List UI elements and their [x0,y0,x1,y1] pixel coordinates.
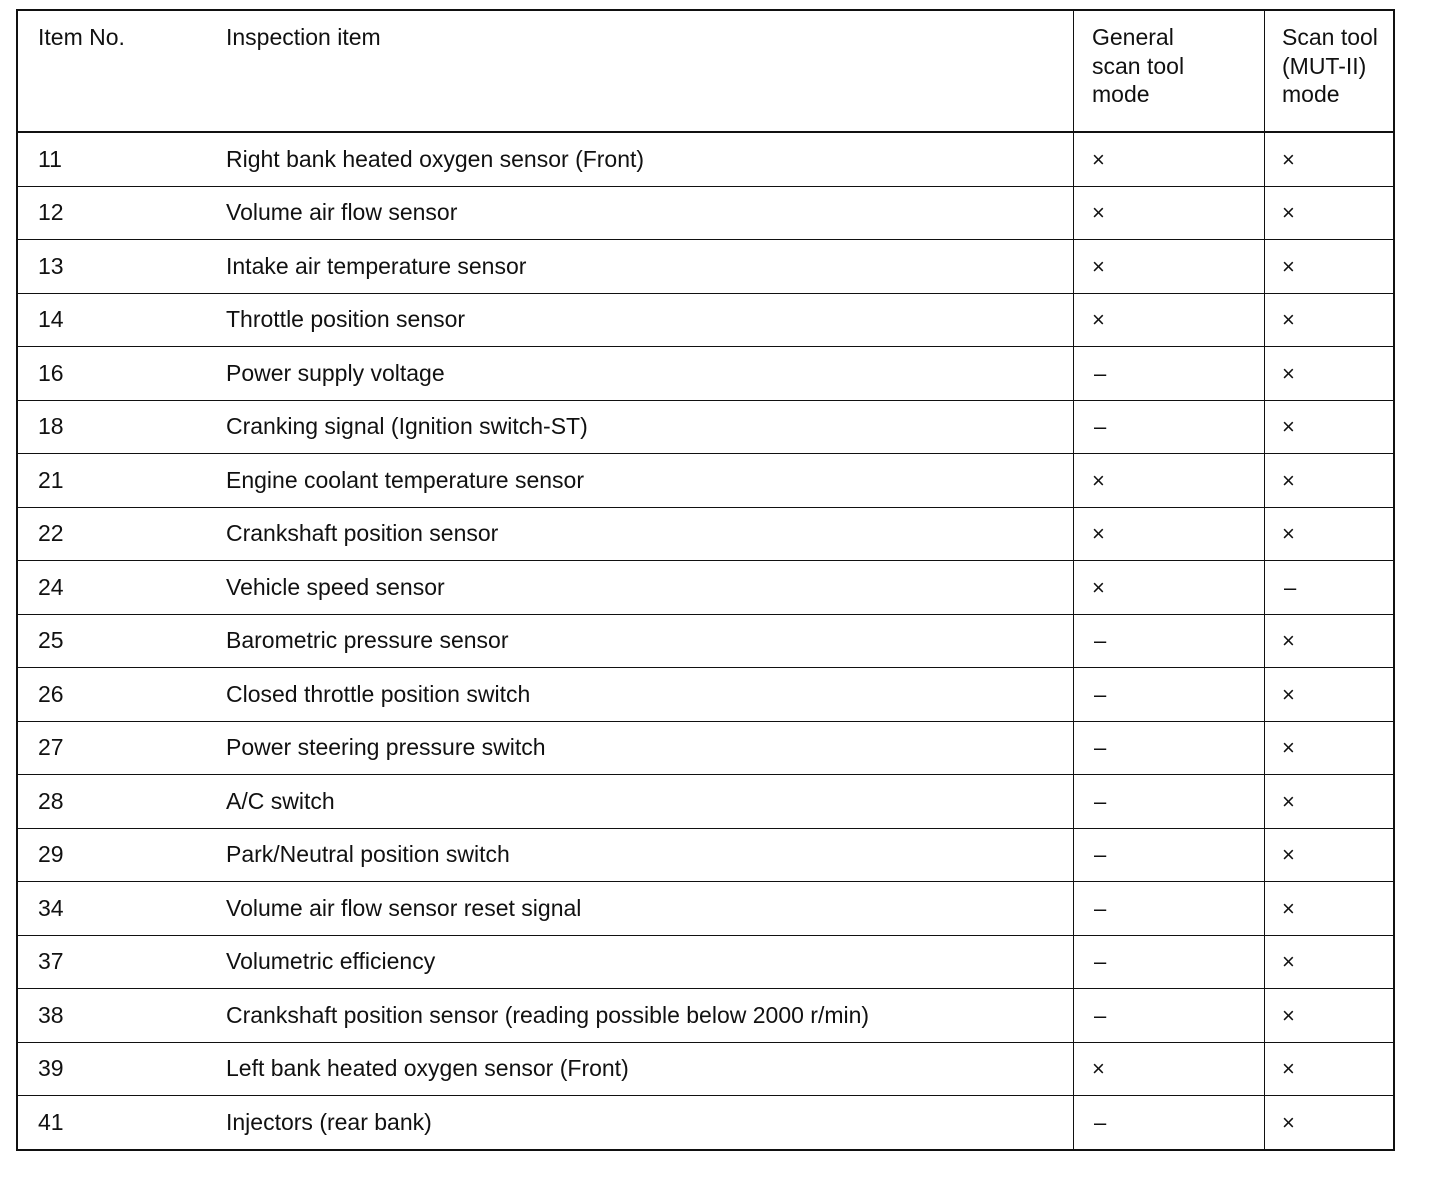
mut-mode-cell [1265,882,1395,936]
mut-mode-cell [1265,186,1395,240]
item-number-cell: 38 [17,989,208,1043]
inspection-item-cell: Injectors (rear bank) [208,1096,1074,1150]
mut-mode-cell [1265,561,1395,615]
inspection-item-cell: Engine coolant temperature sensor [208,454,1074,508]
general-mode-cell [1074,293,1265,347]
table-row [17,454,1394,508]
header-mut-line-1: Scan tool [1282,24,1378,50]
not-applicable-mark: – [1094,681,1107,707]
not-applicable-mark: – [1094,949,1107,975]
supported-mark: × [1282,842,1295,868]
item-number-cell: 27 [17,721,208,775]
inspection-item-cell: Barometric pressure sensor [208,614,1074,668]
header-mut-line-3: mode [1282,81,1340,107]
table-row [17,347,1394,401]
header-inspection-item: Inspection item [208,10,1074,132]
table-row [17,507,1394,561]
supported-mark: × [1282,681,1295,707]
supported-mark: × [1282,949,1295,975]
supported-mark: × [1282,414,1295,440]
not-applicable-mark: – [1094,414,1107,440]
mut-mode-cell [1265,132,1395,186]
item-number-cell: 25 [17,614,208,668]
not-applicable-mark: – [1094,842,1107,868]
header-general-line-3: mode [1092,81,1150,107]
table-row [17,721,1394,775]
inspection-item-cell: Power supply voltage [208,347,1074,401]
inspection-item-cell: Left bank heated oxygen sensor (Front) [208,1042,1074,1096]
header-general-line-1: General [1092,24,1174,50]
table-row [17,935,1394,989]
general-mode-cell [1074,1042,1265,1096]
supported-mark: × [1282,1002,1295,1028]
inspection-item-cell: Volumetric efficiency [208,935,1074,989]
inspection-item-cell: Vehicle speed sensor [208,561,1074,615]
header-general-scan-tool-mode [1074,10,1265,132]
header-mut-line-2: (MUT-II) [1282,52,1367,79]
inspection-item-cell: Cranking signal (Ignition switch-ST) [208,400,1074,454]
table-row [17,882,1394,936]
inspection-item-cell: Right bank heated oxygen sensor (Front) [208,132,1074,186]
inspection-item-cell: Volume air flow sensor reset signal [208,882,1074,936]
general-mode-cell [1074,989,1265,1043]
supported-mark: × [1092,467,1105,493]
table-row [17,989,1394,1043]
not-applicable-mark: – [1094,735,1107,761]
supported-mark: × [1282,521,1295,547]
mut-mode-cell [1265,507,1395,561]
general-mode-cell [1074,935,1265,989]
general-mode-cell [1074,454,1265,508]
general-mode-cell [1074,240,1265,294]
supported-mark: × [1282,1056,1295,1082]
item-number-cell: 26 [17,668,208,722]
item-number-cell: 13 [17,240,208,294]
header-row [17,10,1394,132]
supported-mark: × [1282,200,1295,226]
supported-mark: × [1282,467,1295,493]
mut-mode-cell [1265,721,1395,775]
general-mode-cell [1074,614,1265,668]
inspection-item-cell: Closed throttle position switch [208,668,1074,722]
item-number-cell: 41 [17,1096,208,1150]
supported-mark: × [1282,628,1295,654]
supported-mark: × [1282,895,1295,921]
supported-mark: × [1092,307,1105,333]
supported-mark: × [1282,307,1295,333]
not-applicable-mark: – [1094,360,1107,386]
supported-mark: × [1282,146,1295,172]
header-general-line-2: scan tool [1092,52,1185,79]
item-number-cell: 14 [17,293,208,347]
item-number-cell: 24 [17,561,208,615]
inspection-item-cell: A/C switch [208,775,1074,829]
item-number-cell: 37 [17,935,208,989]
supported-mark: × [1282,360,1295,386]
not-applicable-mark: – [1094,895,1107,921]
inspection-item-cell: Crankshaft position sensor (reading possible below 2000 r/min) [208,989,1074,1043]
table-row [17,828,1394,882]
mut-mode-cell [1265,454,1395,508]
inspection-item-cell: Crankshaft position sensor [208,507,1074,561]
table-row [17,186,1394,240]
table-row [17,293,1394,347]
mut-mode-cell [1265,347,1395,401]
item-number-cell: 34 [17,882,208,936]
inspection-item-cell: Intake air temperature sensor [208,240,1074,294]
table-row [17,1042,1394,1096]
general-mode-cell [1074,132,1265,186]
general-mode-cell [1074,882,1265,936]
table-header [17,10,1394,132]
mut-mode-cell [1265,293,1395,347]
not-applicable-mark: – [1094,628,1107,654]
mut-mode-cell [1265,828,1395,882]
mut-mode-cell [1265,668,1395,722]
supported-mark: × [1282,253,1295,279]
mut-mode-cell [1265,989,1395,1043]
general-mode-cell [1074,668,1265,722]
item-number-cell: 18 [17,400,208,454]
not-applicable-mark: – [1094,1109,1107,1135]
general-mode-cell [1074,828,1265,882]
general-mode-cell [1074,775,1265,829]
supported-mark: × [1282,735,1295,761]
item-number-cell: 39 [17,1042,208,1096]
inspection-item-cell: Throttle position sensor [208,293,1074,347]
header-item-no: Item No. [17,10,208,132]
inspection-item-cell: Power steering pressure switch [208,721,1074,775]
table-row [17,400,1394,454]
general-mode-cell [1074,400,1265,454]
not-applicable-mark: – [1094,1002,1107,1028]
mut-mode-cell [1265,1042,1395,1096]
item-number-cell: 12 [17,186,208,240]
general-mode-cell [1074,721,1265,775]
inspection-item-cell: Park/Neutral position switch [208,828,1074,882]
header-mut-ii-mode [1265,10,1395,132]
general-mode-cell [1074,347,1265,401]
mut-mode-cell [1265,240,1395,294]
mut-mode-cell [1265,1096,1395,1150]
table-row [17,561,1394,615]
supported-mark: × [1092,200,1105,226]
table-row [17,240,1394,294]
supported-mark: × [1092,521,1105,547]
supported-mark: × [1282,1109,1295,1135]
table-row [17,668,1394,722]
supported-mark: × [1092,253,1105,279]
table-row [17,1096,1394,1150]
table-row [17,614,1394,668]
mut-mode-cell [1265,400,1395,454]
item-number-cell: 21 [17,454,208,508]
supported-mark: × [1092,146,1105,172]
table-body [17,132,1394,1150]
mut-mode-cell [1265,935,1395,989]
supported-mark: × [1092,574,1105,600]
item-number-cell: 16 [17,347,208,401]
inspection-table [16,9,1395,1151]
general-mode-cell [1074,507,1265,561]
item-number-cell: 29 [17,828,208,882]
item-number-cell: 22 [17,507,208,561]
table-row [17,775,1394,829]
inspection-item-cell: Volume air flow sensor [208,186,1074,240]
general-mode-cell [1074,1096,1265,1150]
table-row [17,132,1394,186]
not-applicable-mark: – [1284,574,1297,600]
general-mode-cell [1074,561,1265,615]
supported-mark: × [1282,788,1295,814]
item-number-cell: 11 [17,132,208,186]
mut-mode-cell [1265,775,1395,829]
not-applicable-mark: – [1094,788,1107,814]
mut-mode-cell [1265,614,1395,668]
item-number-cell: 28 [17,775,208,829]
supported-mark: × [1092,1056,1105,1082]
general-mode-cell [1074,186,1265,240]
